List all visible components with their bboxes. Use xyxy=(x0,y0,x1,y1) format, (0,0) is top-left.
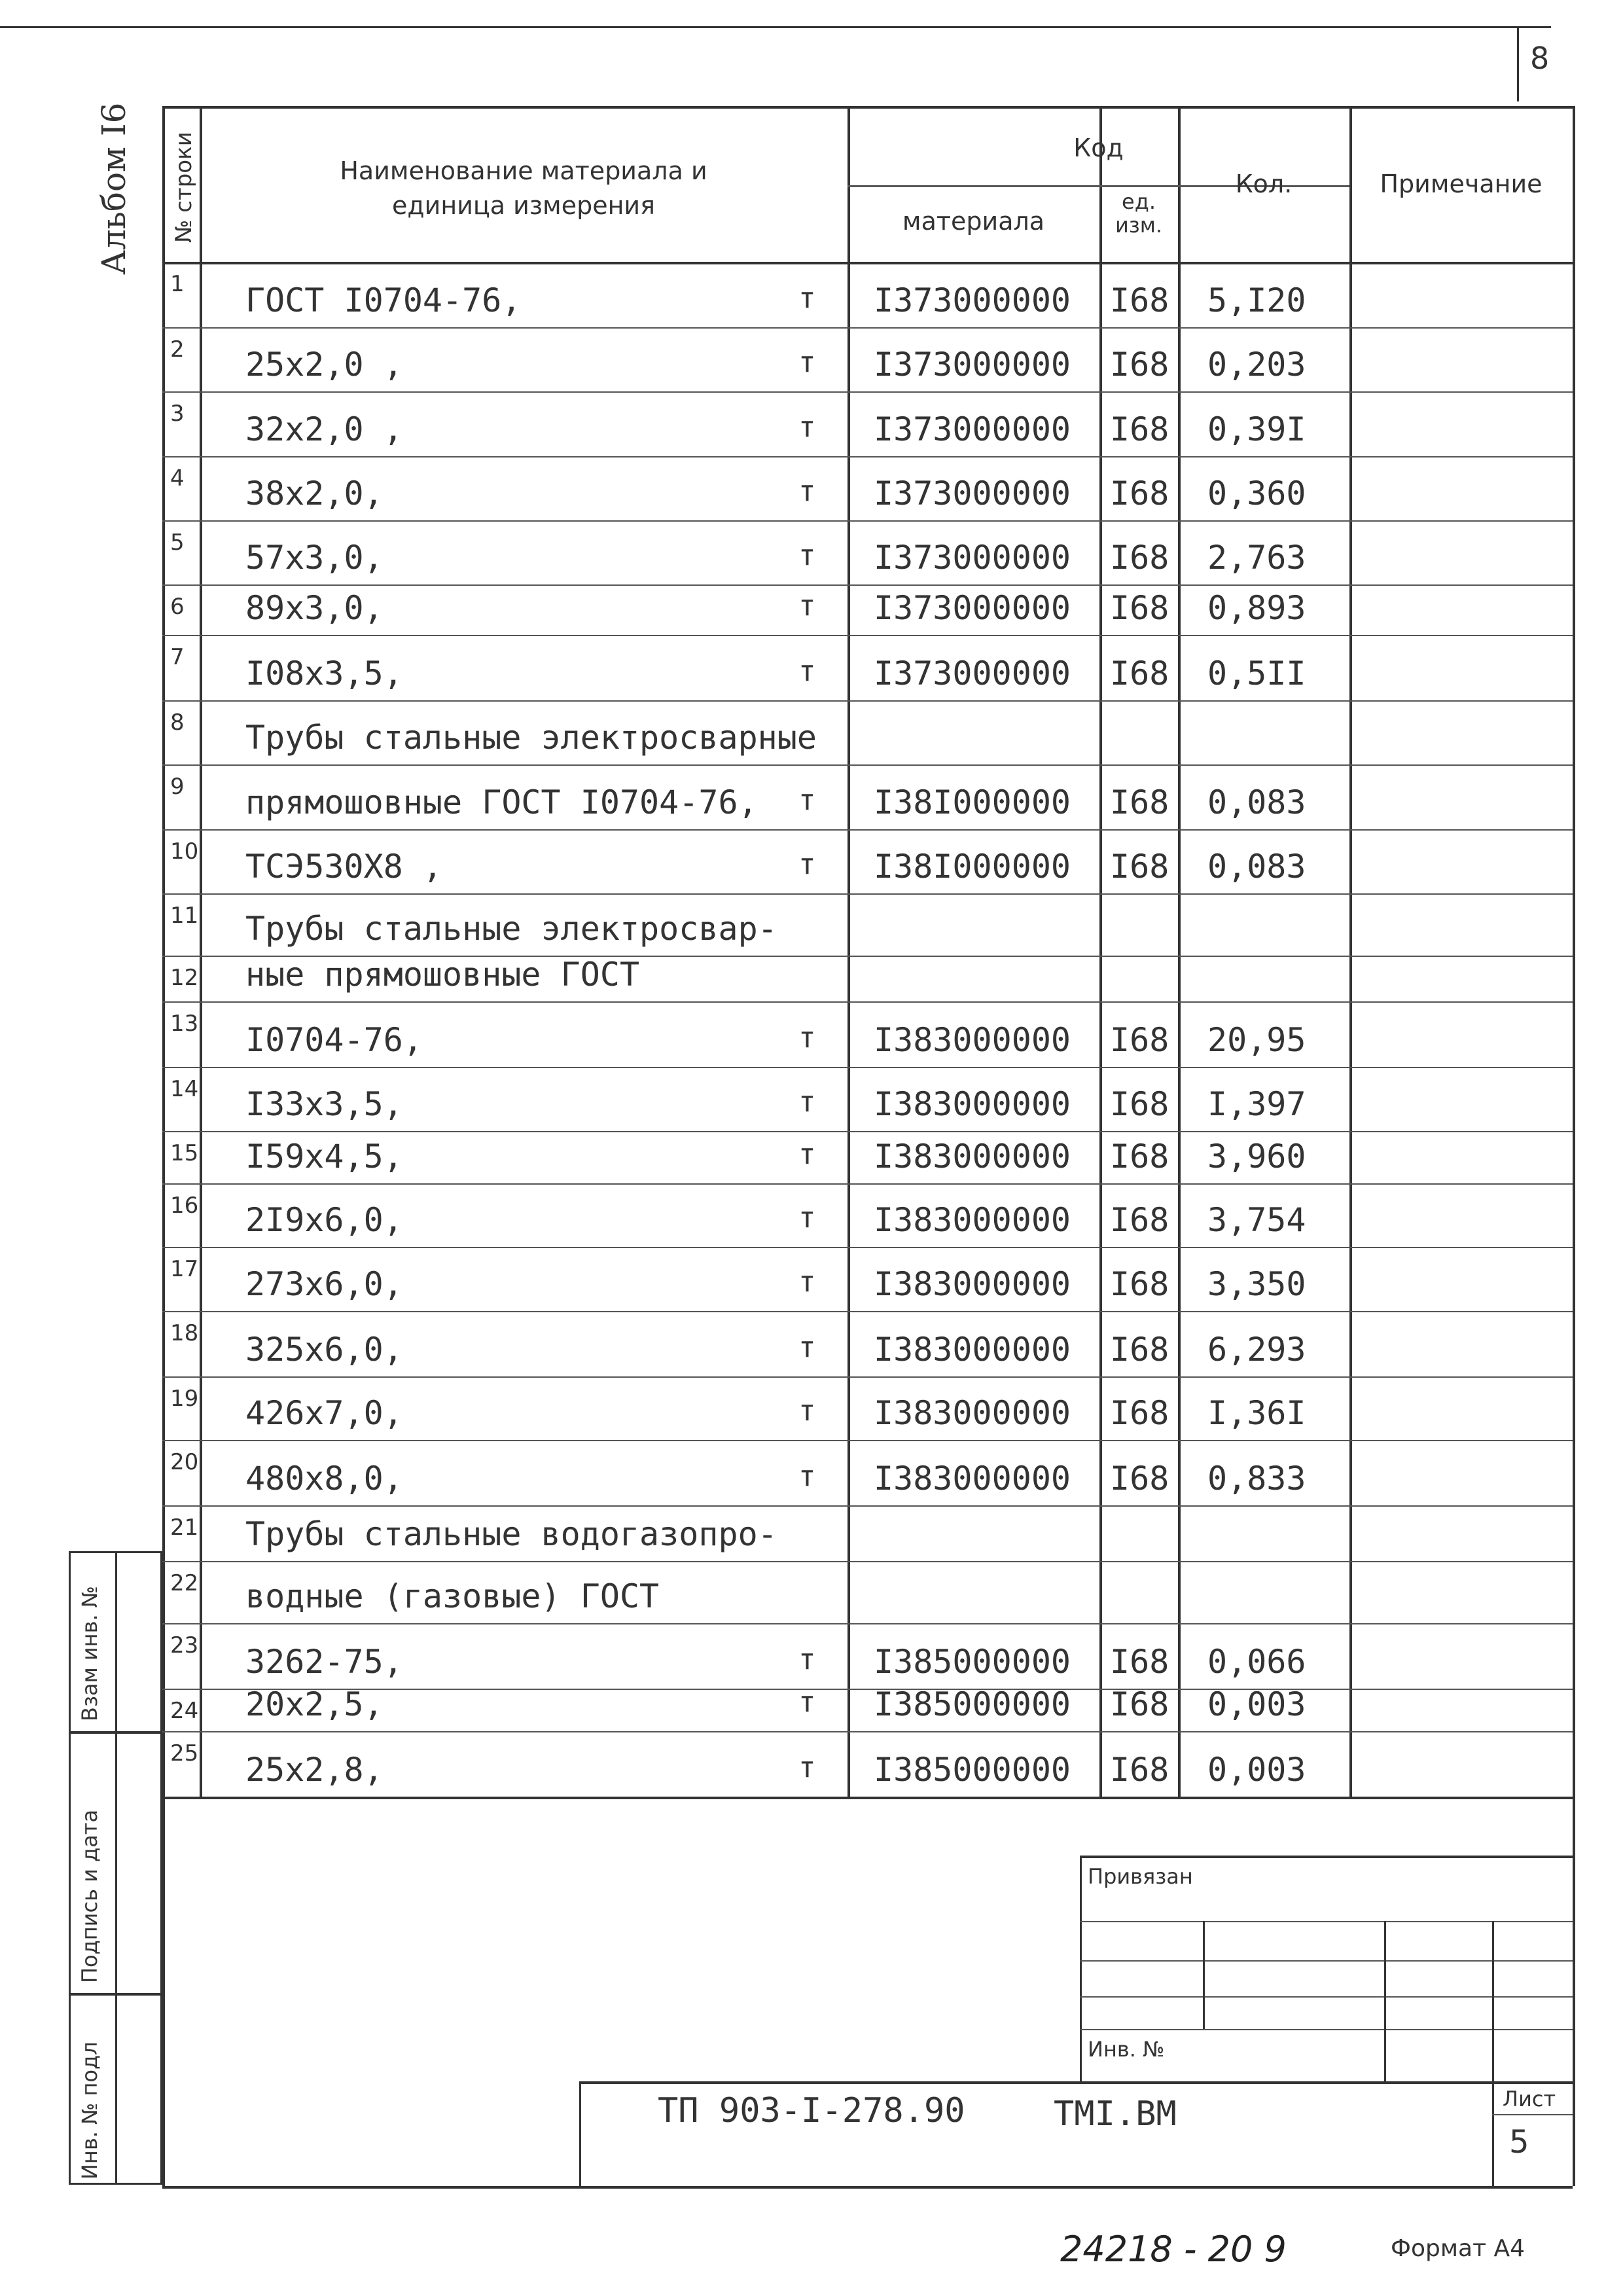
row-ed: I68 xyxy=(1110,410,1169,448)
row-qty: 0,5II xyxy=(1207,655,1306,692)
row-unit: т xyxy=(798,848,816,881)
row-number: 18 xyxy=(170,1320,199,1346)
side-inner-line xyxy=(115,1551,117,2185)
row-name: ГОСТ I0704-76, xyxy=(245,281,522,319)
row-number: 21 xyxy=(170,1515,199,1541)
vzam-inv-label: Взам инв. № xyxy=(77,1585,102,1721)
row-unit: т xyxy=(798,1085,816,1119)
row-separator xyxy=(162,1623,1573,1624)
row-separator xyxy=(162,327,1573,329)
row-name: водные (газовые) ГОСТ xyxy=(245,1577,660,1615)
row-separator xyxy=(162,764,1573,766)
row-name: 273х6,0, xyxy=(245,1265,403,1303)
row-ed: I68 xyxy=(1110,1138,1169,1175)
row-ed: I68 xyxy=(1110,1331,1169,1369)
header-bottom-border xyxy=(162,262,1573,264)
row-name: 38х2,0, xyxy=(245,475,383,512)
row-separator xyxy=(162,1731,1573,1732)
row-separator xyxy=(162,1311,1573,1312)
row-ed: I68 xyxy=(1110,1201,1169,1239)
format-label: Формат А4 xyxy=(1391,2235,1525,2262)
row-number: 25 xyxy=(170,1740,199,1767)
stamp-line xyxy=(1080,2029,1573,2030)
row-code: I385000000 xyxy=(874,1643,1071,1681)
row-code: I383000000 xyxy=(874,1394,1071,1432)
table-bottom xyxy=(162,1797,1573,1799)
row-name: I0704-76, xyxy=(245,1021,423,1059)
row-separator xyxy=(162,1247,1573,1248)
row-code: I373000000 xyxy=(874,346,1071,384)
row-qty: I,36I xyxy=(1207,1394,1306,1432)
row-code: I385000000 xyxy=(874,1685,1071,1723)
doc-mark: ТМI.ВМ xyxy=(1054,2094,1177,2134)
row-name: Трубы стальные электросвар- xyxy=(245,910,777,948)
header-name-line2: единица измерения xyxy=(392,191,655,220)
row-qty: 0,39I xyxy=(1207,410,1306,448)
header-unit-l2: изм. xyxy=(1115,213,1163,238)
col-line-num xyxy=(200,106,202,1797)
col-line-name xyxy=(847,106,850,1797)
row-name: 3262-75, xyxy=(245,1643,403,1681)
row-number: 24 xyxy=(170,1698,199,1724)
row-code: I373000000 xyxy=(874,655,1071,692)
stamp-line xyxy=(1203,1921,1205,2029)
row-code: I373000000 xyxy=(874,589,1071,627)
row-name: I59х4,5, xyxy=(245,1138,403,1175)
table-top-border xyxy=(162,106,1573,109)
row-name: 20х2,5, xyxy=(245,1685,383,1723)
row-separator xyxy=(162,829,1573,831)
row-separator xyxy=(162,1183,1573,1185)
row-qty: 0,083 xyxy=(1207,783,1306,821)
row-name: прямошовные ГОСТ I0704-76, xyxy=(245,783,758,821)
row-separator xyxy=(162,1505,1573,1507)
row-unit: т xyxy=(798,410,816,444)
row-qty: 0,083 xyxy=(1207,848,1306,886)
row-code: I383000000 xyxy=(874,1331,1071,1369)
row-number: 22 xyxy=(170,1570,199,1596)
podpis-data-label: Подпись и дата xyxy=(77,1809,102,1983)
row-ed: I68 xyxy=(1110,848,1169,886)
header-code-material: материала xyxy=(902,207,1045,236)
stamp-line xyxy=(1080,1856,1082,2081)
row-code: I38I000000 xyxy=(874,848,1071,886)
header-qty: Кол. xyxy=(1235,170,1293,198)
col-line-unit xyxy=(1178,106,1181,1797)
row-number: 3 xyxy=(170,401,185,427)
table-right-border xyxy=(1573,106,1575,1797)
row-separator xyxy=(162,1440,1573,1441)
row-unit: т xyxy=(798,475,816,508)
row-unit: т xyxy=(798,346,816,379)
list-value: 5 xyxy=(1509,2124,1529,2161)
row-number: 10 xyxy=(170,838,199,865)
row-separator xyxy=(162,1067,1573,1068)
stamp-line xyxy=(1384,1921,1386,2081)
row-ed: I68 xyxy=(1110,589,1169,627)
row-ed: I68 xyxy=(1110,1085,1169,1123)
row-code: I383000000 xyxy=(874,1265,1071,1303)
row-code: I373000000 xyxy=(874,475,1071,512)
row-number: 2 xyxy=(170,336,185,363)
row-unit: т xyxy=(798,655,816,688)
row-qty: 6,293 xyxy=(1207,1331,1306,1369)
row-separator xyxy=(162,456,1573,457)
row-number: 4 xyxy=(170,465,185,492)
row-number: 14 xyxy=(170,1076,199,1102)
row-number: 17 xyxy=(170,1256,199,1282)
row-unit: т xyxy=(798,783,816,817)
page-number: 8 xyxy=(1530,41,1550,76)
row-name: 32х2,0 , xyxy=(245,410,403,448)
list-label: Лист xyxy=(1503,2087,1556,2111)
row-qty: 0,003 xyxy=(1207,1685,1306,1723)
row-qty: 0,203 xyxy=(1207,346,1306,384)
stamp-line xyxy=(1492,1921,1494,2186)
stamp-line xyxy=(579,2081,581,2186)
row-code: I383000000 xyxy=(874,1085,1071,1123)
header-unit-l1: ед. xyxy=(1122,189,1156,214)
row-number: 20 xyxy=(170,1449,199,1475)
row-code: I373000000 xyxy=(874,410,1071,448)
row-number: 5 xyxy=(170,529,185,556)
col-line-qty xyxy=(1349,106,1352,1797)
row-ed: I68 xyxy=(1110,1685,1169,1723)
row-qty: 0,893 xyxy=(1207,589,1306,627)
row-qty: 5,I20 xyxy=(1207,281,1306,319)
row-number: 13 xyxy=(170,1011,199,1037)
row-ed: I68 xyxy=(1110,1751,1169,1789)
row-qty: 3,960 xyxy=(1207,1138,1306,1175)
row-ed: I68 xyxy=(1110,1394,1169,1432)
row-number: 8 xyxy=(170,709,185,736)
inv-no-label: Инв. № xyxy=(1088,2037,1165,2062)
row-ed: I68 xyxy=(1110,475,1169,512)
row-name: 325х6,0, xyxy=(245,1331,403,1369)
row-code: I383000000 xyxy=(874,1460,1071,1498)
row-separator xyxy=(162,893,1573,895)
row-qty: 3,350 xyxy=(1207,1265,1306,1303)
row-separator xyxy=(162,520,1573,522)
row-ed: I68 xyxy=(1110,346,1169,384)
row-name: I08х3,5, xyxy=(245,655,403,692)
row-unit: т xyxy=(798,1685,816,1719)
row-ed: I68 xyxy=(1110,1460,1169,1498)
row-unit: т xyxy=(798,1460,816,1493)
frame-right xyxy=(1573,1797,1575,2186)
row-name: 25х2,0 , xyxy=(245,346,403,384)
stamp-line xyxy=(1492,2114,1573,2115)
row-ed: I68 xyxy=(1110,783,1169,821)
row-ed: I68 xyxy=(1110,1265,1169,1303)
row-ed: I68 xyxy=(1110,281,1169,319)
row-separator xyxy=(162,1561,1573,1562)
row-unit: т xyxy=(798,1138,816,1171)
row-name: ные прямошовные ГОСТ xyxy=(245,956,640,994)
row-name: 2I9х6,0, xyxy=(245,1201,403,1239)
row-unit: т xyxy=(798,589,816,622)
row-unit: т xyxy=(798,1201,816,1234)
row-name: 480х8,0, xyxy=(245,1460,403,1498)
header-row-no: № строки xyxy=(171,132,197,243)
row-number: 11 xyxy=(170,903,199,929)
row-unit: т xyxy=(798,1751,816,1784)
row-separator xyxy=(162,1131,1573,1132)
row-name: 89х3,0, xyxy=(245,589,383,627)
row-code: I373000000 xyxy=(874,539,1071,577)
row-code: I373000000 xyxy=(874,281,1071,319)
row-number: 9 xyxy=(170,774,185,800)
doc-code: ТП 903-I-278.90 xyxy=(658,2091,965,2130)
row-qty: 0,003 xyxy=(1207,1751,1306,1789)
row-code: I38I000000 xyxy=(874,783,1071,821)
inv-podl-label: Инв. № подл xyxy=(77,2041,102,2179)
row-code: I383000000 xyxy=(874,1021,1071,1059)
header-note: Примечание xyxy=(1380,170,1543,198)
row-separator xyxy=(162,1001,1573,1003)
stamp-line xyxy=(1080,1996,1573,1998)
row-qty: 2,763 xyxy=(1207,539,1306,577)
row-name: ТСЭ530Х8 , xyxy=(245,848,443,886)
row-number: 6 xyxy=(170,594,185,620)
row-qty: 0,066 xyxy=(1207,1643,1306,1681)
row-name: 426х7,0, xyxy=(245,1394,403,1432)
row-separator xyxy=(162,635,1573,636)
stamp-line xyxy=(1080,1921,1573,1922)
row-qty: I,397 xyxy=(1207,1085,1306,1123)
stamp-line xyxy=(1080,1856,1573,1858)
row-separator xyxy=(162,700,1573,702)
row-code: I383000000 xyxy=(874,1138,1071,1175)
row-number: 15 xyxy=(170,1140,199,1166)
header-name-line1: Наименование материала и xyxy=(340,156,707,185)
frame-left xyxy=(162,1797,165,2186)
privyazan-label: Привязан xyxy=(1088,1864,1193,1889)
row-unit: т xyxy=(798,1643,816,1676)
row-separator xyxy=(162,1376,1573,1378)
row-name: 57х3,0, xyxy=(245,539,383,577)
row-qty: 0,833 xyxy=(1207,1460,1306,1498)
row-name: Трубы стальные водогазопро- xyxy=(245,1515,777,1553)
album-label: Альбом I6 xyxy=(95,102,133,275)
handwritten-number: 24218 - 20 9 xyxy=(1060,2229,1287,2270)
row-name: I33х3,5, xyxy=(245,1085,403,1123)
row-ed: I68 xyxy=(1110,1021,1169,1059)
stamp-line xyxy=(579,2081,1573,2084)
row-name: 25х2,8, xyxy=(245,1751,383,1789)
row-unit: т xyxy=(798,539,816,572)
row-unit: т xyxy=(798,281,816,315)
row-number: 16 xyxy=(170,1193,199,1219)
row-code: I385000000 xyxy=(874,1751,1071,1789)
row-qty: 3,754 xyxy=(1207,1201,1306,1239)
row-number: 23 xyxy=(170,1632,199,1659)
top-rule xyxy=(0,26,1551,28)
header-code: Код xyxy=(1073,134,1124,162)
row-number: 19 xyxy=(170,1386,199,1412)
row-number: 1 xyxy=(170,271,185,297)
row-number: 7 xyxy=(170,644,185,670)
row-separator xyxy=(162,584,1573,586)
row-ed: I68 xyxy=(1110,655,1169,692)
row-separator xyxy=(162,391,1573,393)
row-unit: т xyxy=(798,1331,816,1364)
stamp-line xyxy=(1080,1960,1573,1962)
row-ed: I68 xyxy=(1110,1643,1169,1681)
col-line-code xyxy=(1099,106,1102,1797)
row-unit: т xyxy=(798,1265,816,1299)
row-code: I383000000 xyxy=(874,1201,1071,1239)
row-name: Трубы стальные электросварные xyxy=(245,719,817,757)
row-unit: т xyxy=(798,1394,816,1427)
frame-bottom xyxy=(162,2186,1573,2189)
row-ed: I68 xyxy=(1110,539,1169,577)
row-unit: т xyxy=(798,1021,816,1054)
row-qty: 0,360 xyxy=(1207,475,1306,512)
row-qty: 20,95 xyxy=(1207,1021,1306,1059)
row-number: 12 xyxy=(170,965,199,991)
